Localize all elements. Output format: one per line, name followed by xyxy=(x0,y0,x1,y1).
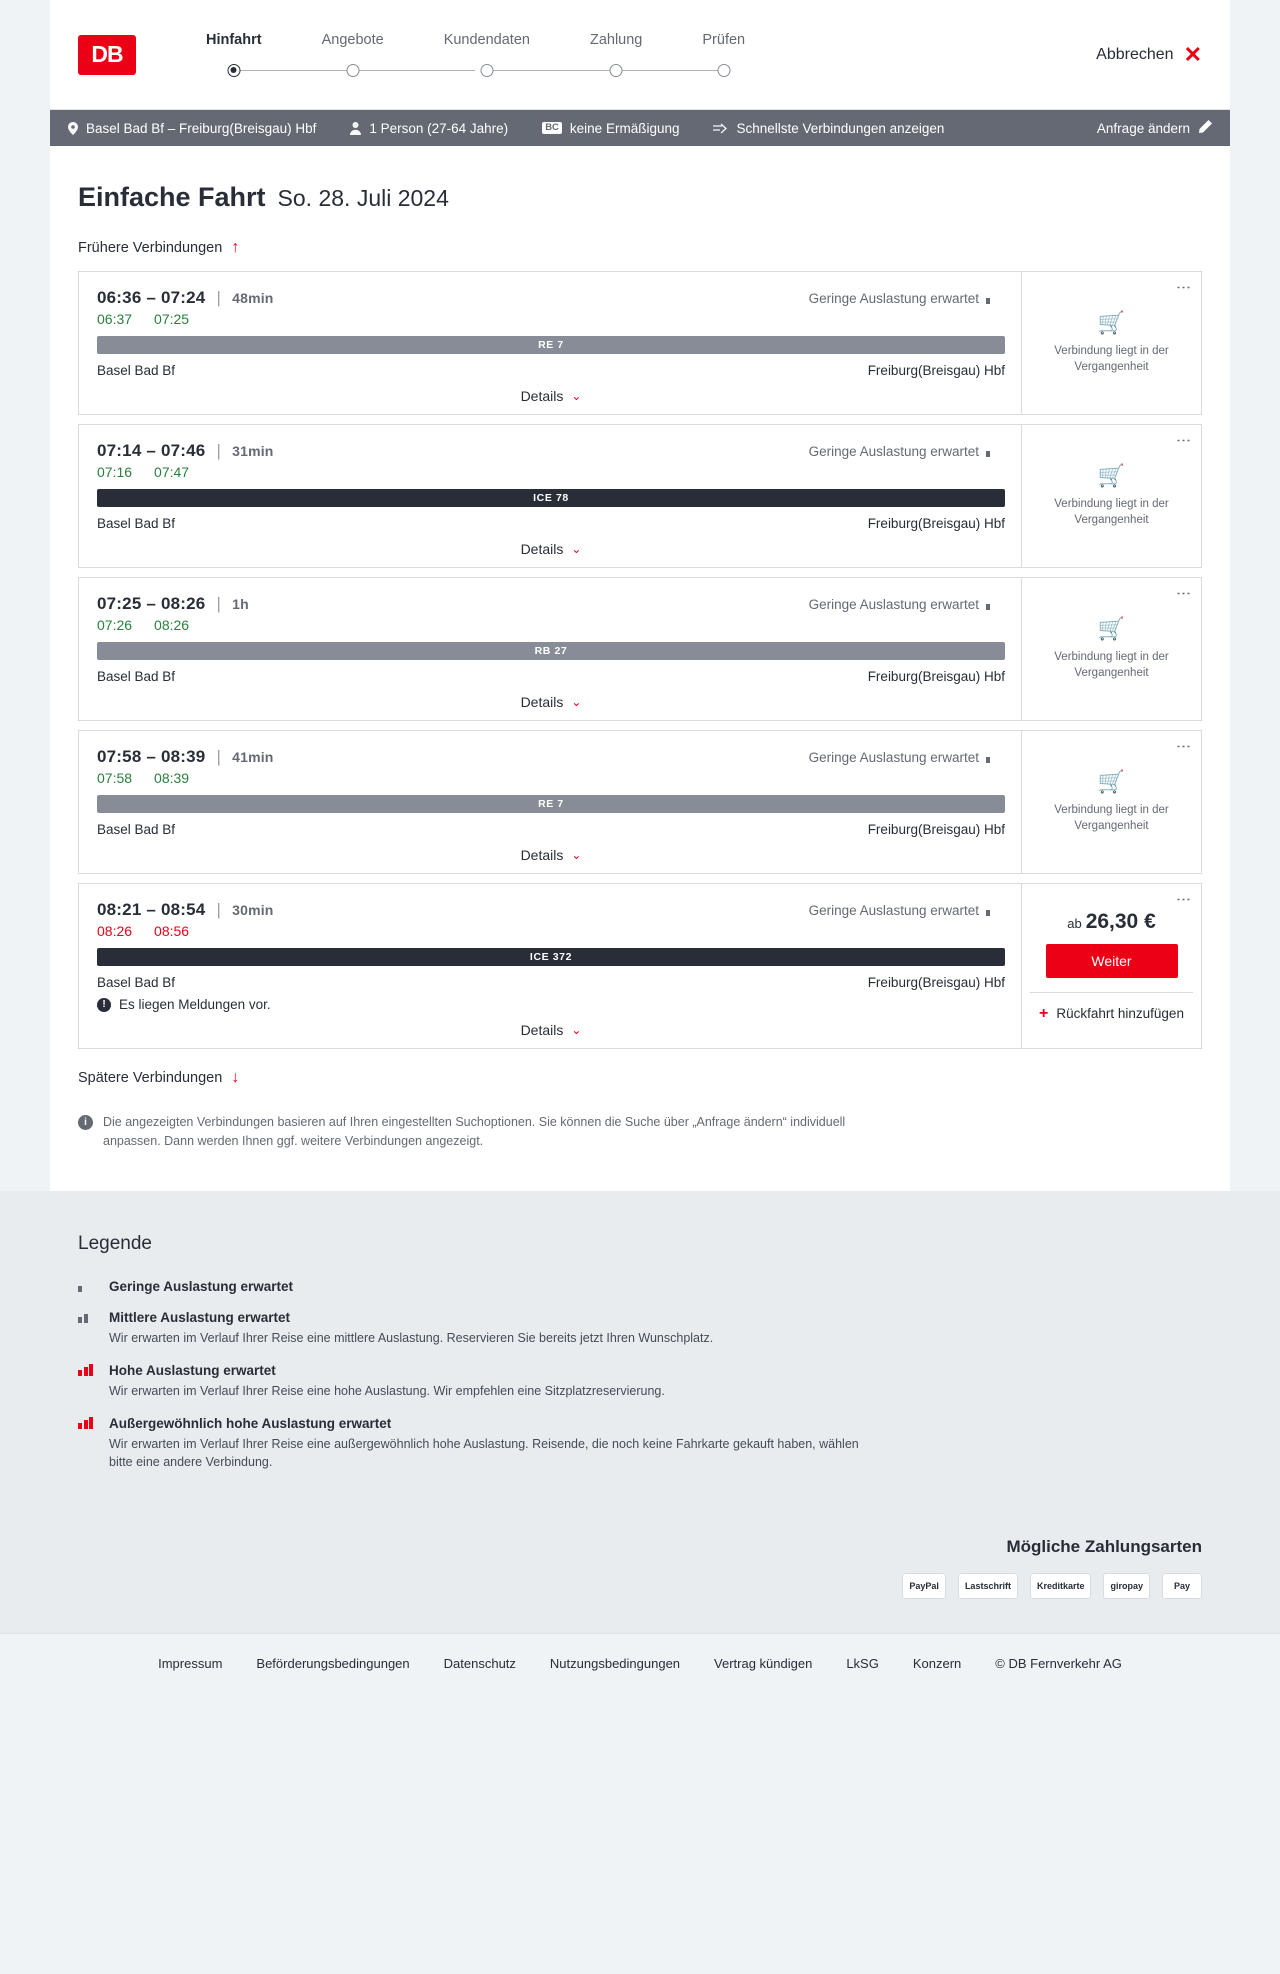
stations-row xyxy=(97,975,1005,990)
close-icon[interactable]: ✕ xyxy=(1183,41,1202,67)
db-logo: DB xyxy=(78,35,136,75)
payment-logo: giropay xyxy=(1103,1573,1150,1599)
utilization xyxy=(809,597,1005,612)
location-pin-icon xyxy=(68,122,78,135)
realtime-arrival: 08:26 xyxy=(154,617,190,633)
legend-title: Legende xyxy=(78,1232,152,1254)
later-connections-button[interactable] xyxy=(78,1069,1202,1087)
utilization-label: Geringe Auslastung erwartet xyxy=(808,290,979,306)
payment-title: Mögliche Zahlungsarten xyxy=(1006,1537,1202,1556)
step-angebote[interactable] xyxy=(292,32,414,84)
step-label: Kundendaten xyxy=(443,31,530,48)
utilization xyxy=(809,750,1005,765)
app-header xyxy=(50,0,1230,110)
details-label: Details xyxy=(520,847,564,863)
edit-query-button[interactable] xyxy=(1097,120,1212,136)
plus-icon: + xyxy=(1039,1004,1049,1022)
bahncard-badge: BC xyxy=(542,122,562,134)
step-dot xyxy=(480,64,493,77)
duration: 48min xyxy=(232,290,274,306)
train-line-bar: ICE 78 xyxy=(97,489,1005,507)
footer-link[interactable]: Nutzungsbedingungen xyxy=(549,1656,681,1671)
realtime-times xyxy=(97,311,1005,327)
duration: 31min xyxy=(232,443,274,459)
origin-station: Basel Bad Bf xyxy=(97,516,176,531)
details-label: Details xyxy=(520,388,564,404)
legend-item-label: Geringe Auslastung erwartet xyxy=(109,1278,294,1294)
connection-card[interactable] xyxy=(78,577,1202,721)
search-notice xyxy=(78,1113,868,1151)
step-dot xyxy=(610,64,623,77)
utilization-label: Geringe Auslastung erwartet xyxy=(808,443,979,459)
details-toggle[interactable] xyxy=(97,388,1005,404)
step-indicator xyxy=(292,58,414,84)
legend-item-desc: Wir erwarten im Verlauf Ihrer Reise eine außergewöhnlich hohe Auslastung. Reisende, die noch keine Fahrkarte gekauft haben, wählen bitte eine andere Verbindung. xyxy=(109,1436,859,1469)
page-title-text: Einfache Fahrt xyxy=(78,182,266,212)
connection-booking-panel xyxy=(1021,731,1201,873)
utilization-label: Geringe Auslastung erwartet xyxy=(808,902,979,918)
arrow-down-icon: ↓ xyxy=(231,1069,240,1086)
details-toggle[interactable] xyxy=(97,847,1005,863)
step-indicator xyxy=(176,58,292,84)
page-title xyxy=(78,182,1202,213)
pencil-icon xyxy=(1199,120,1212,136)
realtime-departure: 07:58 xyxy=(97,770,133,786)
connection-booking-panel xyxy=(1021,425,1201,567)
connection-booking-panel xyxy=(1021,884,1201,1048)
legend-item-label: Außergewöhnlich hohe Auslastung erwartet xyxy=(109,1415,392,1431)
past-connection-note: Verbindung liegt in der Vergangenheit xyxy=(1054,345,1169,373)
legend-item-head xyxy=(78,1363,1202,1378)
connection-times-row xyxy=(97,441,1005,461)
connection-details xyxy=(79,884,1021,1048)
price: ab 26,30 € xyxy=(1067,909,1156,933)
connection-booking-panel xyxy=(1021,578,1201,720)
cart-crossed-icon: 🛒 xyxy=(1097,463,1126,489)
step-dot xyxy=(346,64,359,77)
utilization-icon xyxy=(78,1364,97,1376)
scheduled-times: 07:25 – 08:26 | 1h xyxy=(97,594,249,613)
origin-station: Basel Bad Bf xyxy=(97,822,176,837)
duration: 41min xyxy=(232,749,274,765)
realtime-arrival: 07:25 xyxy=(154,311,190,327)
utilization xyxy=(809,903,1005,918)
stations-row xyxy=(97,516,1005,531)
utilization xyxy=(809,444,1005,459)
stations-row xyxy=(97,363,1005,378)
train-line-bar: RE 7 xyxy=(97,795,1005,813)
earlier-connections-label: Frühere Verbindungen xyxy=(78,240,223,256)
add-return-trip-button[interactable] xyxy=(1030,992,1193,1023)
realtime-departure: 07:16 xyxy=(97,464,133,480)
legend-items xyxy=(78,1279,1202,1472)
duration: 1h xyxy=(232,596,249,612)
legend-item-desc: Wir erwarten im Verlauf Ihrer Reise eine hohe Auslastung. Wir empfehlen eine Sitzplatzreservierung. xyxy=(109,1383,665,1398)
cancel-label: Abbrechen xyxy=(1096,45,1174,63)
past-connection-note: Verbindung liegt in der Vergangenheit xyxy=(1054,651,1169,679)
connection-list xyxy=(78,271,1202,1049)
earlier-connections-button[interactable] xyxy=(78,239,1202,257)
scheduled-times: 06:36 – 07:24 | 48min xyxy=(97,288,274,307)
alert-icon: ! xyxy=(97,998,111,1012)
footer-links xyxy=(0,1633,1280,1701)
details-toggle[interactable] xyxy=(97,541,1005,557)
utilization-icon xyxy=(78,1311,97,1323)
step-indicator xyxy=(560,58,672,84)
step-label: Zahlung xyxy=(589,31,643,48)
cancel-button[interactable] xyxy=(1096,41,1202,67)
connection-options-button[interactable]: ⋮ xyxy=(1175,280,1192,296)
chevron-down-icon: ⌄ xyxy=(571,1023,582,1037)
payment-section xyxy=(0,1537,1280,1633)
utilization xyxy=(809,291,1005,306)
legend-item xyxy=(78,1310,1202,1347)
step-kundendaten[interactable] xyxy=(414,32,560,84)
fastest-icon xyxy=(713,123,728,134)
connection-card[interactable] xyxy=(78,883,1202,1049)
connection-times-row xyxy=(97,594,1005,614)
connection-times-row xyxy=(97,288,1005,308)
legend-section xyxy=(0,1191,1280,1538)
realtime-times xyxy=(97,770,1005,786)
person-icon xyxy=(350,122,361,135)
utilization-icon xyxy=(986,751,1005,763)
realtime-departure: 07:26 xyxy=(97,617,133,633)
payment-logo: Kreditkarte xyxy=(1030,1573,1092,1599)
connection-details xyxy=(79,578,1021,720)
query-discount[interactable] xyxy=(542,121,679,136)
origin-station: Basel Bad Bf xyxy=(97,975,176,990)
connection-card[interactable] xyxy=(78,424,1202,568)
realtime-times xyxy=(97,617,1005,633)
utilization-icon xyxy=(986,292,1005,304)
connection-options-button[interactable]: ⋮ xyxy=(1175,433,1192,449)
later-connections-label: Spätere Verbindungen xyxy=(78,1070,223,1086)
query-fastest-label: Schnellste Verbindungen anzeigen xyxy=(736,120,945,136)
realtime-arrival: 07:47 xyxy=(154,464,190,480)
footer-link[interactable]: Datenschutz xyxy=(443,1656,516,1671)
payment-logo: PayPal xyxy=(902,1573,946,1599)
query-summary-bar xyxy=(50,110,1230,146)
step-indicator xyxy=(414,58,560,84)
train-line-bar: RE 7 xyxy=(97,336,1005,354)
legend-item xyxy=(78,1279,1202,1294)
legend-item-head xyxy=(78,1416,1202,1431)
connection-options-button[interactable]: ⋮ xyxy=(1175,892,1192,908)
legend-item-label: Mittlere Auslastung erwartet xyxy=(109,1309,291,1325)
search-notice-text: Die angezeigten Verbindungen basieren auf Ihren eingestellten Suchoptionen. Sie können die Suche über „Anfrage ändern“ individuell anpassen. Dann werden Ihnen ggf. weitere Verbindungen angezeigt. xyxy=(103,1115,846,1148)
destination-station: Freiburg(Breisgau) Hbf xyxy=(867,975,1005,990)
payment-logo: Pay xyxy=(1162,1573,1202,1599)
step-zahlung[interactable] xyxy=(560,32,672,84)
query-route-label: Basel Bad Bf – Freiburg(Breisgau) Hbf xyxy=(86,120,317,136)
legend-item xyxy=(78,1416,1202,1471)
chevron-down-icon: ⌄ xyxy=(571,542,582,556)
chevron-down-icon: ⌄ xyxy=(571,389,582,403)
continue-button[interactable]: Weiter xyxy=(1046,944,1178,978)
origin-station: Basel Bad Bf xyxy=(97,363,176,378)
step-dot xyxy=(227,64,240,77)
connection-details xyxy=(79,731,1021,873)
details-toggle[interactable] xyxy=(97,1022,1005,1038)
step-hinfahrt[interactable] xyxy=(176,32,292,84)
connection-card[interactable] xyxy=(78,271,1202,415)
utilization-icon xyxy=(78,1280,97,1292)
destination-station: Freiburg(Breisgau) Hbf xyxy=(867,669,1005,684)
query-passengers-label: 1 Person (27-64 Jahre) xyxy=(369,120,509,136)
cart-crossed-icon: 🛒 xyxy=(1097,769,1126,795)
train-line-bar: RB 27 xyxy=(97,642,1005,660)
legend-item-label: Hohe Auslastung erwartet xyxy=(109,1362,276,1378)
past-connection-note: Verbindung liegt in der Vergangenheit xyxy=(1054,804,1169,832)
details-label: Details xyxy=(520,541,564,557)
realtime-departure: 08:26 xyxy=(97,923,133,939)
scheduled-times: 08:21 – 08:54 | 30min xyxy=(97,900,274,919)
legend-item-head xyxy=(78,1310,1202,1325)
legend-item xyxy=(78,1363,1202,1400)
query-route[interactable] xyxy=(68,121,316,136)
connection-card[interactable] xyxy=(78,730,1202,874)
page-title-date: So. 28. Juli 2024 xyxy=(277,185,449,211)
chevron-down-icon: ⌄ xyxy=(571,848,582,862)
legend-item-desc: Wir erwarten im Verlauf Ihrer Reise eine mittlere Auslastung. Reservieren Sie bereits jetzt Ihren Wunschplatz. xyxy=(109,1330,714,1345)
cart-crossed-icon: 🛒 xyxy=(1097,616,1126,642)
connection-options-button[interactable]: ⋮ xyxy=(1175,586,1192,602)
footer-link[interactable]: Impressum xyxy=(158,1656,223,1671)
footer-link[interactable]: Konzern xyxy=(912,1656,962,1671)
destination-station: Freiburg(Breisgau) Hbf xyxy=(867,516,1005,531)
price-prefix: ab xyxy=(1067,915,1082,931)
step-label: Angebote xyxy=(321,31,384,48)
main-content xyxy=(50,146,1230,1191)
cart-crossed-icon: 🛒 xyxy=(1097,310,1126,336)
duration: 30min xyxy=(232,902,274,918)
progress-steps xyxy=(176,32,775,84)
utilization-label: Geringe Auslastung erwartet xyxy=(808,749,979,765)
scheduled-times: 07:58 – 08:39 | 41min xyxy=(97,747,274,766)
utilization-icon xyxy=(986,904,1005,916)
add-return-trip-label: Rückfahrt hinzufügen xyxy=(1056,1006,1184,1021)
stations-row xyxy=(97,669,1005,684)
footer-link[interactable]: LkSG xyxy=(846,1656,879,1671)
step-label: Prüfen xyxy=(702,31,746,48)
details-label: Details xyxy=(520,1022,564,1038)
utilization-icon xyxy=(78,1417,97,1429)
utilization-icon xyxy=(986,445,1005,457)
destination-station: Freiburg(Breisgau) Hbf xyxy=(867,363,1005,378)
footer-link[interactable]: Beförderungsbedingungen xyxy=(256,1656,410,1671)
details-label: Details xyxy=(520,694,564,710)
footer-copyright: © DB Fernverkehr AG xyxy=(995,1656,1122,1671)
realtime-times xyxy=(97,923,1005,939)
step-dot xyxy=(717,64,730,77)
chevron-down-icon: ⌄ xyxy=(571,695,582,709)
query-discount-label: keine Ermäßigung xyxy=(569,120,680,136)
connection-times-row xyxy=(97,900,1005,920)
step-prüfen[interactable] xyxy=(672,32,775,84)
connection-booking-panel xyxy=(1021,272,1201,414)
stations-row xyxy=(97,822,1005,837)
details-toggle[interactable] xyxy=(97,694,1005,710)
step-indicator xyxy=(672,58,775,84)
origin-station: Basel Bad Bf xyxy=(97,669,176,684)
utilization-label: Geringe Auslastung erwartet xyxy=(808,596,979,612)
edit-query-label: Anfrage ändern xyxy=(1096,120,1190,136)
query-fastest[interactable] xyxy=(713,121,944,136)
payment-logo: Lastschrift xyxy=(958,1573,1018,1599)
connection-times-row xyxy=(97,747,1005,767)
footer-link[interactable]: Vertrag kündigen xyxy=(714,1656,813,1671)
utilization-icon xyxy=(986,598,1005,610)
realtime-arrival: 08:39 xyxy=(154,770,190,786)
info-icon: i xyxy=(78,1115,93,1130)
connection-options-button[interactable]: ⋮ xyxy=(1175,739,1192,755)
realtime-times xyxy=(97,464,1005,480)
legend-item-head xyxy=(78,1279,1202,1294)
arrow-up-icon: ↑ xyxy=(231,239,240,256)
step-label: Hinfahrt xyxy=(206,31,262,48)
train-line-bar: ICE 372 xyxy=(97,948,1005,966)
connection-message xyxy=(97,997,1005,1012)
scheduled-times: 07:14 – 07:46 | 31min xyxy=(97,441,274,460)
payment-logos xyxy=(78,1573,1202,1599)
realtime-arrival: 08:56 xyxy=(154,923,190,939)
realtime-departure: 06:37 xyxy=(97,311,133,327)
destination-station: Freiburg(Breisgau) Hbf xyxy=(867,822,1005,837)
connection-details xyxy=(79,272,1021,414)
connection-details xyxy=(79,425,1021,567)
connection-message-text: Es liegen Meldungen vor. xyxy=(119,997,271,1012)
past-connection-note: Verbindung liegt in der Vergangenheit xyxy=(1054,498,1169,526)
query-passengers[interactable] xyxy=(350,121,508,136)
